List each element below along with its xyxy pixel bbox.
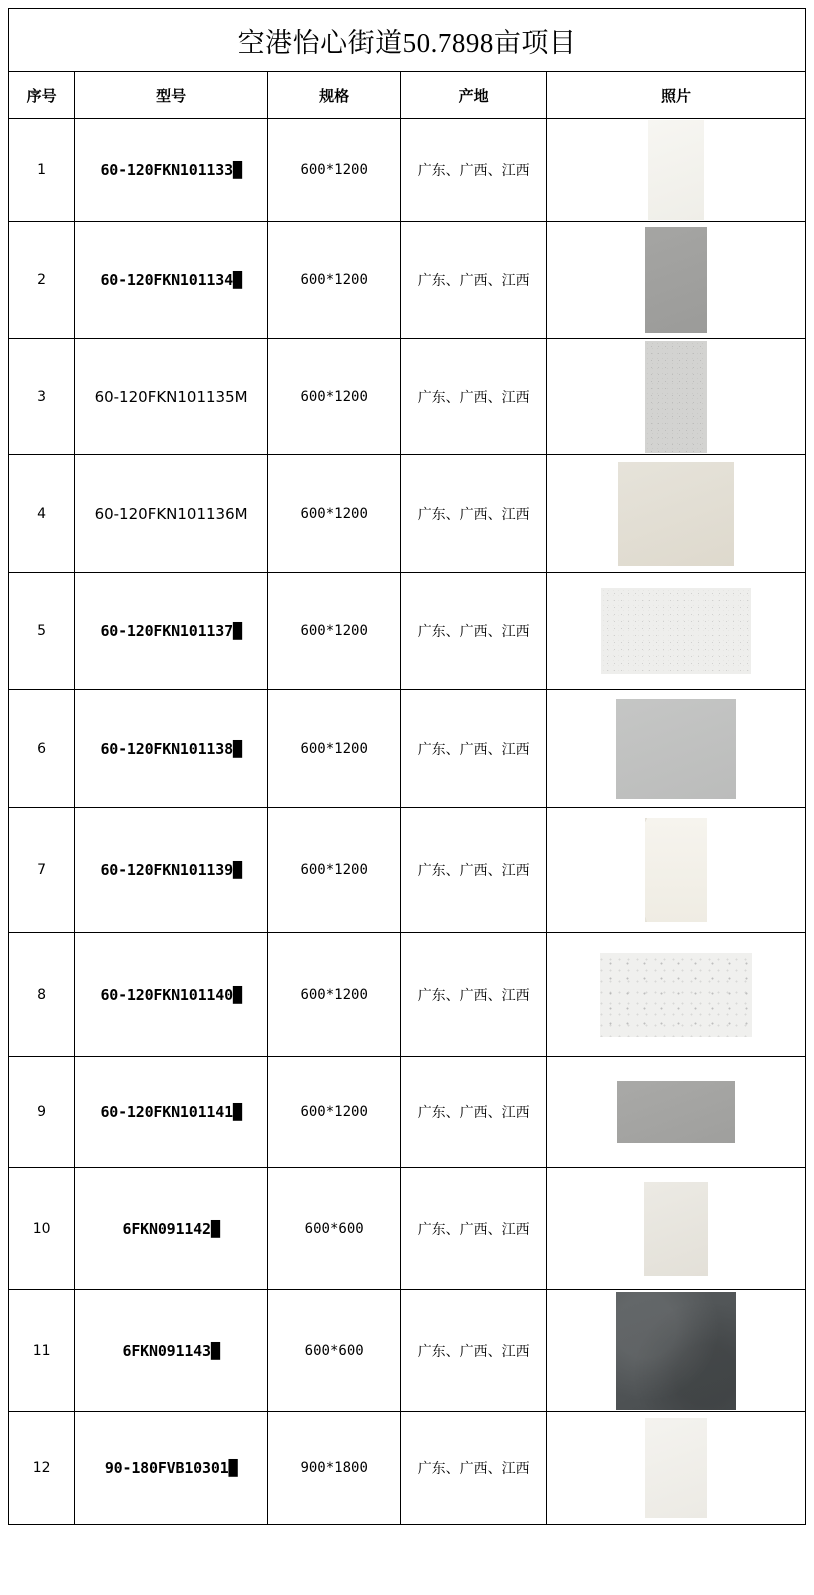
cell-index: 10 <box>9 1168 75 1290</box>
cell-photo <box>546 455 805 573</box>
cell-index: 1 <box>9 119 75 222</box>
cell-spec: 600*1200 <box>267 339 400 455</box>
cell-index: 4 <box>9 455 75 573</box>
table-row <box>9 690 806 808</box>
table-title-row <box>9 9 806 72</box>
photo-wrapper <box>547 808 805 932</box>
cell-photo <box>546 1057 805 1168</box>
cell-photo <box>546 1290 805 1412</box>
cell-index: 7 <box>9 808 75 933</box>
photo-wrapper <box>547 933 805 1056</box>
cell-index: 5 <box>9 573 75 690</box>
cell-model: 6FKN091143█ <box>75 1290 268 1412</box>
cell-model: 60-120FKN101133█ <box>75 119 268 222</box>
table-row <box>9 1290 806 1412</box>
column-header-index: 序号 <box>9 72 75 119</box>
column-header-origin: 产地 <box>401 72 547 119</box>
cell-photo <box>546 933 805 1057</box>
cell-spec: 600*1200 <box>267 455 400 573</box>
photo-wrapper <box>547 1290 805 1411</box>
cell-index: 12 <box>9 1412 75 1525</box>
cell-photo <box>546 690 805 808</box>
photo-wrapper <box>547 339 805 454</box>
photo-wrapper <box>547 1057 805 1167</box>
tile-swatch <box>645 1418 707 1518</box>
cell-spec: 600*1200 <box>267 222 400 339</box>
cell-photo <box>546 1168 805 1290</box>
cell-index: 3 <box>9 339 75 455</box>
tile-swatch <box>648 120 704 220</box>
table-header-row <box>9 72 806 119</box>
cell-spec: 900*1800 <box>267 1412 400 1525</box>
cell-index: 6 <box>9 690 75 808</box>
table-row <box>9 119 806 222</box>
cell-photo <box>546 1412 805 1525</box>
cell-spec: 600*600 <box>267 1168 400 1290</box>
tile-swatch <box>600 953 752 1037</box>
photo-wrapper <box>547 222 805 338</box>
specification-table <box>8 8 806 1525</box>
table-row <box>9 222 806 339</box>
tile-swatch <box>616 699 736 799</box>
cell-spec: 600*1200 <box>267 119 400 222</box>
cell-origin: 广东、广西、江西 <box>401 119 547 222</box>
cell-model: 60-120FKN101139█ <box>75 808 268 933</box>
cell-origin: 广东、广西、江西 <box>401 222 547 339</box>
cell-spec: 600*1200 <box>267 1057 400 1168</box>
photo-wrapper <box>547 455 805 572</box>
table-row <box>9 339 806 455</box>
table-row <box>9 1168 806 1290</box>
column-header-spec: 规格 <box>267 72 400 119</box>
tile-swatch <box>616 1292 736 1410</box>
cell-spec: 600*1200 <box>267 690 400 808</box>
cell-model: 60-120FKN101136M <box>75 455 268 573</box>
cell-origin: 广东、广西、江西 <box>401 1168 547 1290</box>
cell-origin: 广东、广西、江西 <box>401 339 547 455</box>
cell-origin: 广东、广西、江西 <box>401 933 547 1057</box>
cell-photo <box>546 222 805 339</box>
tile-swatch <box>645 818 707 922</box>
cell-index: 8 <box>9 933 75 1057</box>
cell-origin: 广东、广西、江西 <box>401 808 547 933</box>
cell-spec: 600*600 <box>267 1290 400 1412</box>
cell-origin: 广东、广西、江西 <box>401 1057 547 1168</box>
column-header-photo: 照片 <box>546 72 805 119</box>
cell-model: 6FKN091142█ <box>75 1168 268 1290</box>
cell-model: 60-120FKN101135M <box>75 339 268 455</box>
table-row <box>9 1057 806 1168</box>
table-row <box>9 808 806 933</box>
photo-wrapper <box>547 119 805 221</box>
cell-model: 60-120FKN101137█ <box>75 573 268 690</box>
photo-wrapper <box>547 573 805 689</box>
column-header-model: 型号 <box>75 72 268 119</box>
cell-model: 60-120FKN101134█ <box>75 222 268 339</box>
tile-swatch <box>645 227 707 333</box>
cell-model: 60-120FKN101138█ <box>75 690 268 808</box>
page-title: 空港怡心街道50.7898亩项目 <box>9 9 806 72</box>
table-row <box>9 573 806 690</box>
cell-origin: 广东、广西、江西 <box>401 1290 547 1412</box>
cell-photo <box>546 119 805 222</box>
cell-photo <box>546 573 805 690</box>
cell-spec: 600*1200 <box>267 573 400 690</box>
tile-swatch <box>644 1182 708 1276</box>
table-row <box>9 1412 806 1525</box>
cell-index: 11 <box>9 1290 75 1412</box>
cell-spec: 600*1200 <box>267 933 400 1057</box>
photo-wrapper <box>547 1412 805 1524</box>
table-row <box>9 933 806 1057</box>
cell-origin: 广东、广西、江西 <box>401 573 547 690</box>
photo-wrapper <box>547 690 805 807</box>
cell-model: 60-120FKN101140█ <box>75 933 268 1057</box>
tile-swatch <box>617 1081 735 1143</box>
cell-photo <box>546 808 805 933</box>
cell-index: 2 <box>9 222 75 339</box>
photo-wrapper <box>547 1168 805 1289</box>
cell-spec: 600*1200 <box>267 808 400 933</box>
tile-swatch <box>645 341 707 453</box>
cell-origin: 广东、广西、江西 <box>401 690 547 808</box>
cell-index: 9 <box>9 1057 75 1168</box>
table-row <box>9 455 806 573</box>
cell-model: 60-120FKN101141█ <box>75 1057 268 1168</box>
cell-model: 90-180FVB10301█ <box>75 1412 268 1525</box>
tile-swatch <box>601 588 751 674</box>
tile-swatch <box>618 462 734 566</box>
cell-origin: 广东、广西、江西 <box>401 455 547 573</box>
cell-photo <box>546 339 805 455</box>
cell-origin: 广东、广西、江西 <box>401 1412 547 1525</box>
